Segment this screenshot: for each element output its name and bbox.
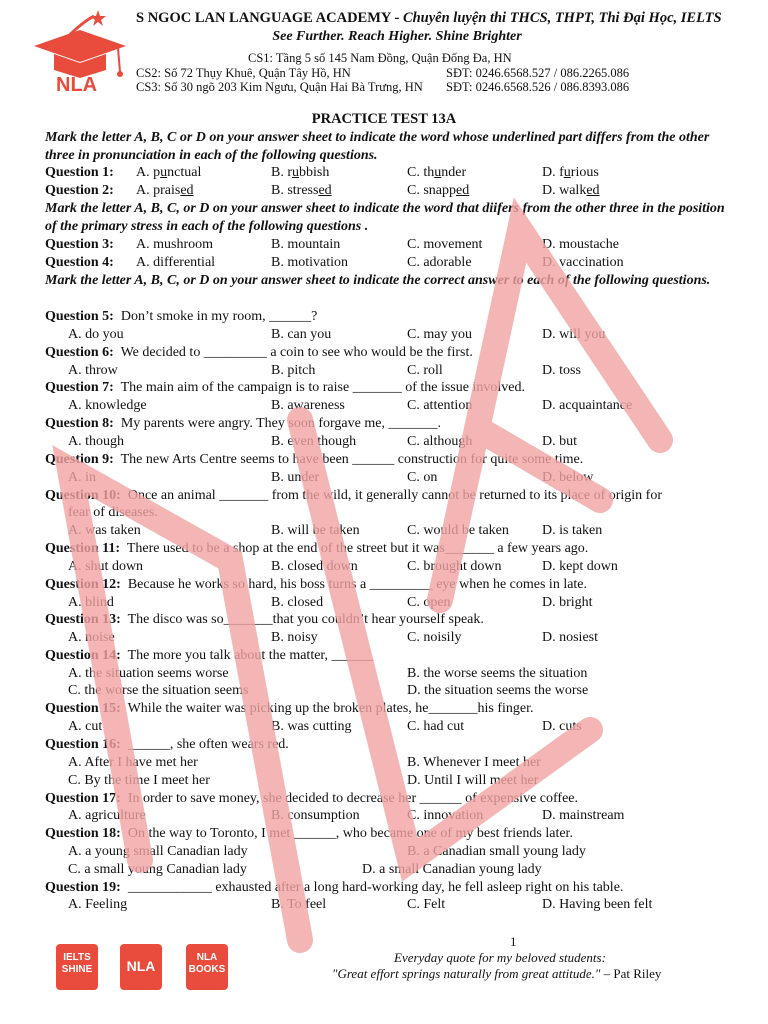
instruction-stress: Mark the letter A, B, C, or D on your answer sheet to indicate the word that diifers from the other three in the position of the primary stress in each of the following questions . [45,201,725,234]
q5-option-d[interactable]: D. will you [542,327,606,342]
q10-option-d[interactable]: D. is taken [542,523,603,538]
instruction-pronunciation: Mark the letter A, B, C or D on your answer sheet to indicate the word whose underlined part differs from the other three in pronunciation in each of the following questions. [45,130,710,163]
question-6: Question 6: We decided to _________ a coin to see who would be the first. [45,345,473,360]
q19-option-a[interactable]: A. Feeling [68,897,128,912]
question-7: Question 7: The main aim of the campaign is to raise _______ of the issue involved. [45,380,525,395]
question-13: Question 13: The disco was so_______that you couldn’t hear yourself speak. [45,612,484,627]
q14-option-b[interactable]: B. the worse seems the situation [407,666,588,681]
q17-option-a[interactable]: A. agriculture [68,808,146,823]
q8-option-a[interactable]: A. though [68,434,124,449]
q3-option-a[interactable]: A. mushroom [136,237,213,252]
instruction-correct-answer: Mark the letter A, B, C, or D on your answer sheet to indicate the correct answer to each of the following questions. [45,273,711,288]
question-15: Question 15: While the waiter was picking up the broken plates, he_______his finger. [45,701,534,716]
q7-option-a[interactable]: A. knowledge [68,398,147,413]
q3-option-d[interactable]: D. moustache [542,237,619,252]
q18-option-c[interactable]: C. a small young Canadian lady [68,862,247,877]
q5-option-b[interactable]: B. can you [271,327,332,342]
q2-option-a[interactable]: A. praised [136,183,194,198]
q14-option-a[interactable]: A. the situation seems worse [68,666,229,681]
q3-option-c[interactable]: C. movement [407,237,483,252]
nla-badge: NLA [120,944,162,990]
question-3: Question 3: [45,237,114,252]
q9-option-b[interactable]: B. under [271,470,320,485]
q11-option-a[interactable]: A. shut down [68,559,144,574]
q17-option-b[interactable]: B. consumption [271,808,360,823]
q14-option-d[interactable]: D. the situation seems the worse [407,683,589,698]
question-18: Question 18: On the way to Toronto, I met ______, who became one of my best friends later. [45,826,573,841]
q4-option-c[interactable]: C. adorable [407,255,472,270]
q10-option-b[interactable]: B. will be taken [271,523,360,538]
q4-option-b[interactable]: B. motivation [271,255,348,270]
q12-option-a[interactable]: A. blind [68,595,114,610]
q6-option-d[interactable]: D. toss [542,363,581,378]
q18-option-b[interactable]: B. a Canadian small young lady [407,844,586,859]
q1-option-b[interactable]: B. rubbish [271,165,330,180]
q7-option-c[interactable]: C. attention [407,398,473,413]
q16-option-b[interactable]: B. Whenever I meet her [407,755,541,770]
address-cs3: CS3: Số 30 ngõ 203 Kim Ngưu, Quận Hai Bà Trưng, HN [136,80,423,94]
q18-option-d[interactable]: D. a small Canadian young lady [362,862,542,877]
phone-cs2: SĐT: 0246.6568.527 / 086.2265.086 [446,66,630,80]
academy-header: S NGOC LAN LANGUAGE ACADEMY - Chuyên luyện thi THCS, THPT, Thi Đại Học, IELTS [136,10,722,26]
q8-option-b[interactable]: B. even though [271,434,357,449]
q6-option-b[interactable]: B. pitch [271,363,316,378]
q11-option-c[interactable]: C. brought down [407,559,502,574]
q13-option-b[interactable]: B. noisy [271,630,318,645]
phone-cs3: SĐT: 0246.6568.526 / 086.8393.086 [446,80,630,94]
q9-option-d[interactable]: D. below [542,470,594,485]
q16-option-d[interactable]: D. Until I will meet her [407,773,539,788]
q10-option-a[interactable]: A. was taken [68,523,141,538]
q12-option-d[interactable]: D. bright [542,595,593,610]
q2-option-b[interactable]: B. stressed [271,183,332,198]
question-1: Question 1: [45,165,114,180]
academy-tagline: Chuyên luyện thi THCS, THPT, Thi Đại Học, IELTS [402,10,722,26]
q8-option-c[interactable]: C. although [407,434,473,449]
question-10: Question 10: Once an animal _______ from the wild, it generally cannot be returned to its place of origin for [45,488,663,503]
q11-option-b[interactable]: B. closed down [271,559,358,574]
q10-option-c[interactable]: C. would be taken [407,523,509,538]
q15-option-d[interactable]: D. cuts [542,719,582,734]
q17-option-d[interactable]: D. mainstream [542,808,625,823]
q5-option-c[interactable]: C. may you [407,327,472,342]
question-5: Question 5: Don’t smoke in my room, ______? [45,309,318,324]
q16-option-a[interactable]: A. After I have met her [68,755,198,770]
q6-option-a[interactable]: A. throw [68,363,118,378]
q13-option-c[interactable]: C. noisily [407,630,462,645]
question-19: Question 19: ____________ exhausted after a long hard-working day, he fell asleep right on his table. [45,880,624,895]
question-14: Question 14: The more you talk about the matter, ______ [45,648,374,663]
q19-option-c[interactable]: C. Felt [407,897,446,912]
q1-option-c[interactable]: C. thunder [407,165,467,180]
question-10-continued: fear of diseases. [68,505,158,520]
ielts-shine-badge: IELTS SHINE [56,944,98,990]
q17-option-c[interactable]: C. innovation [407,808,484,823]
page-title: PRACTICE TEST 13A [311,111,457,127]
question-4: Question 4: [45,255,114,270]
q9-option-a[interactable]: A. in [68,470,96,485]
q11-option-d[interactable]: D. kept down [542,559,618,574]
nla-books-badge: NLA BOOKS [186,944,228,990]
q8-option-d[interactable]: D. but [542,434,577,449]
q7-option-d[interactable]: D. acquaintance [542,398,633,413]
q19-option-d[interactable]: D. Having been felt [542,897,653,912]
academy-name: S NGOC LAN LANGUAGE ACADEMY [136,10,391,26]
q13-option-d[interactable]: D. nosiest [542,630,598,645]
q15-option-c[interactable]: C. had cut [407,719,465,734]
question-12: Question 12: Because he works so hard, his boss turns a _________ eye when he comes in late. [45,577,588,592]
question-2: Question 2: [45,183,114,198]
q15-option-a[interactable]: A. cut [68,719,103,734]
q12-option-c[interactable]: C. open [407,595,451,610]
q13-option-a[interactable]: A. noise [68,630,115,645]
q6-option-c[interactable]: C. roll [407,363,443,378]
q9-option-c[interactable]: C. on [407,470,438,485]
q2-option-d[interactable]: D. walked [542,183,600,198]
q14-option-c[interactable]: C. the worse the situation seems [68,683,249,698]
q1-option-a[interactable]: A. punctual [136,165,202,180]
address-cs2: CS2: Số 72 Thụy Khuê, Quận Tây Hồ, HN [136,66,351,80]
question-9: Question 9: The new Arts Centre seems to have been ______ construction for quite some time. [45,452,584,467]
q12-option-b[interactable]: B. closed [271,595,324,610]
question-11: Question 11: There used to be a shop at the end of the street but it was_______ a few years ago. [45,541,589,556]
q7-option-b[interactable]: B. awareness [271,398,345,413]
question-16: Question 16: ______, she often wears red. [45,737,289,752]
logo-text: NLA [56,74,98,96]
q16-option-c[interactable]: C. By the time I meet her [68,773,210,788]
quote-line: "Great effort springs naturally from great attitude." – Pat Riley [332,966,662,981]
q4-option-a[interactable]: A. differential [136,255,216,270]
q4-option-d[interactable]: D. vaccination [542,255,624,270]
q2-option-c[interactable]: C. snapped [407,183,470,198]
q19-option-b[interactable]: B. To feel [271,897,327,912]
academy-slogan: See Further. Reach Higher. Shine Brighter [272,29,522,44]
q15-option-b[interactable]: B. was cutting [271,719,352,734]
q1-option-d[interactable]: D. furious [542,165,599,180]
question-8: Question 8: My parents were angry. They soon forgave me, _______. [45,416,441,431]
q18-option-a[interactable]: A. a young small Canadian lady [68,844,248,859]
question-17: Question 17: In order to save money, she decided to decrease her ______ of expensive coffee. [45,791,578,806]
address-cs1: CS1: Tầng 5 số 145 Nam Đồng, Quận Đống Đa, HN [248,51,512,65]
q3-option-b[interactable]: B. mountain [271,237,341,252]
page-number: 1 [510,934,517,949]
q5-option-a[interactable]: A. do you [68,327,124,342]
quote-intro: Everyday quote for my beloved students: [394,950,606,965]
